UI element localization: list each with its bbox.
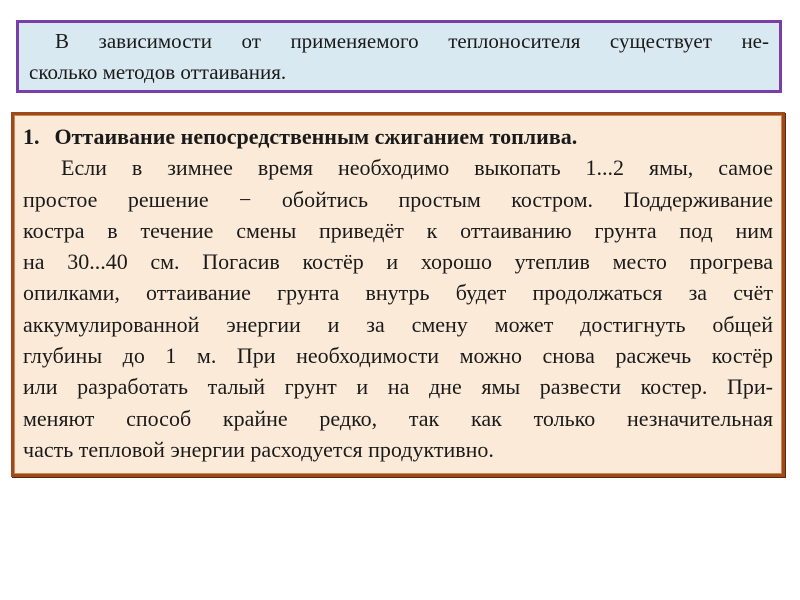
text-line: на 30...40 см. Погасив костёр и хорошо утеплив место прогрева bbox=[23, 249, 773, 275]
intro-paragraph bbox=[29, 26, 769, 88]
text-line: сколько методов оттаивания. bbox=[29, 60, 287, 84]
method-heading-number: 1. bbox=[23, 124, 40, 149]
text-line: опилками, оттаивание грунта внутрь будет продолжаться за счёт bbox=[23, 280, 773, 306]
text-line: меняют способ крайне редко, так как только незначительная bbox=[23, 405, 773, 431]
intro-text-box bbox=[16, 20, 782, 93]
text-line: или разработать талый грунт и на дне ямы развести костер. При- bbox=[23, 374, 773, 400]
text-line: Если в зимнее время необходимо выкопать 1...2 ямы, самое bbox=[61, 155, 773, 181]
method-paragraph bbox=[23, 152, 773, 465]
text-line: костра в течение смены приведёт к оттаиванию грунта под ним bbox=[23, 217, 773, 243]
text-line: аккумулированной энергии и за смену может достигнуть общей bbox=[23, 311, 773, 337]
text-line: В зависимости от применяемого теплоносителя существует не- bbox=[55, 29, 769, 53]
method-heading bbox=[23, 121, 773, 152]
method-heading-title: Оттаивание непосредственным сжиганием топлива. bbox=[54, 124, 578, 149]
text-line: часть тепловой энергии расходуется продуктивно. bbox=[23, 436, 494, 462]
method-text-box bbox=[11, 112, 785, 477]
text-line: глубины до 1 м. При необходимости можно снова расжечь костёр bbox=[23, 343, 773, 369]
text-line: простое решение − обойтись простым костром. Поддерживание bbox=[23, 186, 773, 212]
